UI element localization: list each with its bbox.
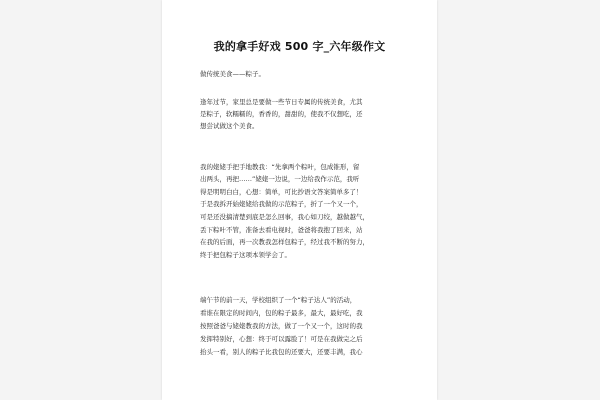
text-line: 出两头，再把……”姥姥一边说，一边给我作示范，我听: [200, 175, 360, 183]
text-line: 发挥特别好，心想：终于可以露脸了！可是在我做完之后: [200, 335, 363, 343]
text-line: 丢下粽叶不管，准备去看电视时，爸爸将我抱了回来，站: [200, 226, 363, 234]
text-line: 我的姥姥手把手地教我：“先拿两个粽叶，包成锥形，留: [200, 163, 360, 171]
text-line: 端午节的前一天，学校组织了一个“粽子达人”的活动，: [200, 296, 357, 304]
document-page: [162, 0, 437, 400]
text-line: 终于把包粽子这项本领学会了。: [200, 251, 291, 259]
text-line: 做传统美食——粽子。: [200, 70, 265, 78]
text-line: 得是明明白白，心想：简单，可比抄语文答案简单多了！: [200, 188, 363, 196]
text-line: 可是还没搞清楚到底是怎么回事，我心如刀绞，越做越气，: [200, 213, 369, 221]
text-line: 是粽子，软糯糯的，香香的，甜甜的，使我不仅想吃，还: [200, 110, 363, 118]
text-line: 想尝试做这个美食。: [200, 122, 259, 130]
text-line: 看谁在限定的时间内，包的粽子最多，最大，最好吃，我: [200, 309, 363, 317]
document-title: 我的拿手好戏 500 字_六年级作文: [213, 40, 386, 53]
text-line: 逢年过节，家里总是要做一些节日专属的传统美食，尤其: [200, 98, 363, 106]
text-line: 按照爸爸与姥姥教我的方法，做了一个又一个，这时的我: [200, 322, 363, 330]
text-line: 于是我拆开始姥姥给我做的示范粽子，折了一个又一个，: [200, 200, 363, 208]
text-line: 在我的后面，再一次教我怎样包粽子，经过我不断的努力，: [200, 238, 369, 246]
text-line: 抬头一看，别人的粽子比我包的还要大，还要丰满，我心: [200, 348, 363, 356]
